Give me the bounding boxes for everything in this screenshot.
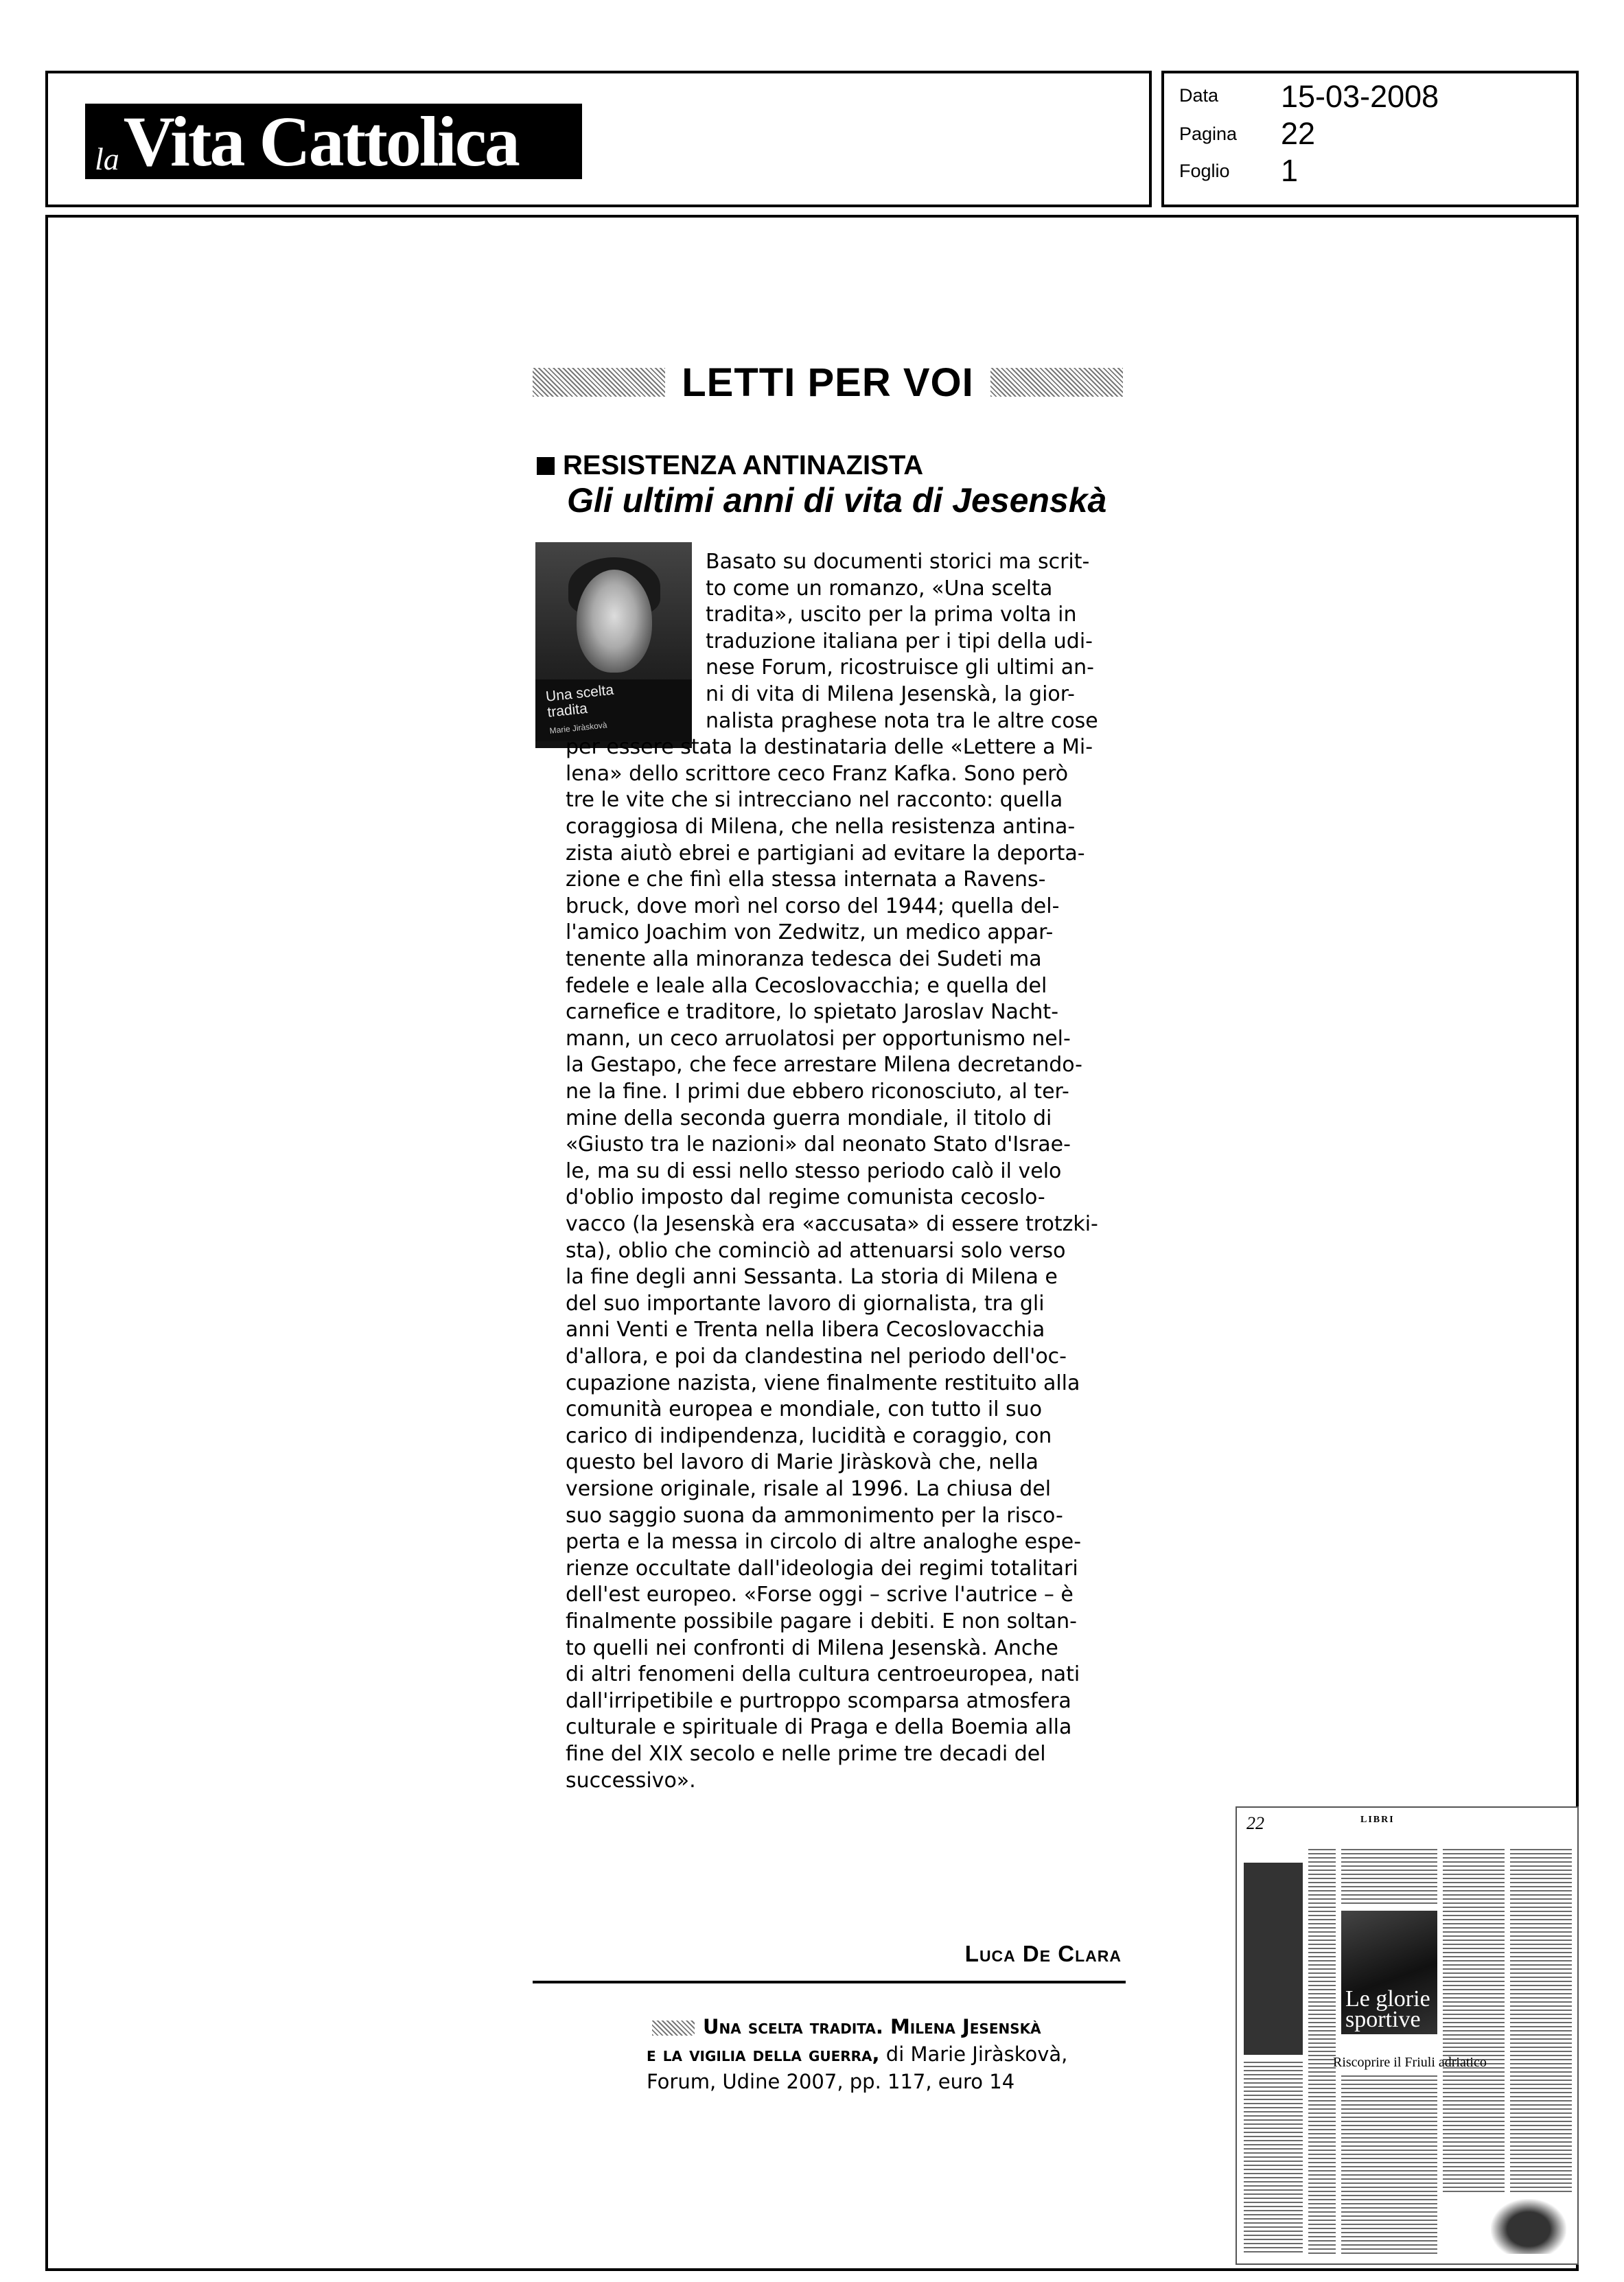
- body-line: fine del XIX secolo e nelle prime tre decadi del: [566, 1742, 1046, 1766]
- bibliography-rule: [533, 1981, 1126, 1983]
- body-line: Basato su documenti storici ma scrit-: [706, 550, 1090, 574]
- body-line: la Gestapo, che fece arrestare Milena decretando-: [566, 1053, 1082, 1078]
- body-line: zione e che finì ella stessa internata a Ravens-: [566, 868, 1046, 892]
- body-line: tenente alla minoranza tedesca dei Sudeti ma: [566, 947, 1042, 971]
- body-line: successivo».: [566, 1768, 696, 1793]
- body-line: questo bel lavoro di Marie Jiràskovà che, nella: [566, 1450, 1039, 1475]
- body-line: ne la fine. I primi due ebbero riconosciuto, al ter-: [566, 1080, 1069, 1104]
- body-line: nalista praghese nota tra le altre cose: [706, 708, 1098, 733]
- body-line: to quelli nei confronti di Milena Jesenskà. Anche: [566, 1635, 1058, 1660]
- thumb-section-title: LIBRI: [1360, 1815, 1395, 1825]
- body-line: tradita», uscito per la prima volta in: [706, 603, 1077, 627]
- body-line: suo saggio suona da ammonimento per la risco-: [566, 1503, 1063, 1528]
- body-line: ni di vita di Milena Jesenskà, la gior-: [706, 682, 1075, 706]
- body-line: lena» dello scrittore ceco Franz Kafka. Sono però: [566, 761, 1069, 786]
- body-line: rienze occultate dall'ideologia dei regimi totalitari: [566, 1556, 1078, 1581]
- body-line: le, ma su di essi nello stesso periodo calò il velo: [566, 1159, 1062, 1183]
- bibliography-subtitle: e la vigilia della guerra,: [647, 2042, 880, 2066]
- page-thumbnail: [1236, 1806, 1579, 2265]
- body-line: traduzione italiana per i tipi della udi-: [706, 629, 1093, 653]
- logo-name: Vita Cattolica: [123, 102, 518, 182]
- thumb-caption-line-1: Le glorie: [1345, 1986, 1430, 2012]
- body-line: bruck, dove morì nel corso del 1944; quella del-: [566, 894, 1060, 918]
- body-line: d'allora, e poi da clandestina nel periodo dell'oc-: [566, 1344, 1067, 1369]
- article-byline: Luca De Clara: [964, 1941, 1122, 1966]
- body-line: perta e la messa in circolo di altre analoghe espe-: [566, 1530, 1082, 1555]
- thumb-text-column: [1341, 1849, 1437, 1904]
- body-line: l'amico Joachim von Zedwitz, un medico appar-: [566, 920, 1054, 945]
- body-line: mine della seconda guerra mondiale, il titolo di: [566, 1106, 1052, 1130]
- bibliography-line-2: [647, 2042, 1067, 2066]
- body-line: mann, un ceco arruolatosi per opportunismo nel-: [566, 1026, 1071, 1051]
- bibliography-line-1: [652, 2015, 1041, 2038]
- body-line: anni Venti e Trenta nella libera Cecoslovacchia: [566, 1318, 1045, 1342]
- section-title-text: LETTI PER VOI: [682, 360, 974, 405]
- thumb-text-column: [1510, 1849, 1572, 2192]
- thumb-text-column: [1244, 2062, 1303, 2254]
- thumb-subhead: Riscoprire il Friuli adriatico: [1333, 2055, 1487, 2070]
- body-line: nese Forum, ricostruisce gli ultimi an-: [706, 655, 1095, 680]
- cover-author: Marie Jiràskovà: [549, 720, 608, 736]
- thumb-text-column: [1308, 1849, 1336, 2254]
- bibliography-line-3: Forum, Udine 2007, pp. 117, euro 14: [647, 2070, 1015, 2093]
- body-line: dell'est europeo. «Forse oggi – scrive l'autrice – è: [566, 1583, 1074, 1607]
- meta-sheet-label: Foglio: [1179, 161, 1230, 181]
- body-line: per essere stata la destinataria delle «Lettere a Mi-: [566, 735, 1093, 760]
- thumb-photo-caption: [1345, 1986, 1430, 2032]
- body-line: cupazione nazista, viene finalmente restituito alla: [566, 1371, 1080, 1395]
- cover-title-line-2: tradita: [546, 700, 588, 721]
- bibliography-title: Una scelta tradita. Milena Jesenskà: [703, 2015, 1041, 2038]
- meta-sheet-value: 1: [1281, 153, 1299, 188]
- cover-title-line-1: Una scelta: [545, 682, 615, 705]
- body-line: versione originale, risale al 1996. La chiusa del: [566, 1477, 1052, 1501]
- body-line: di altri fenomeni della cultura centroeuropea, nati: [566, 1662, 1080, 1687]
- meta-date-value: 15-03-2008: [1281, 79, 1439, 114]
- body-line: vacco (la Jesenskà era «accusata» di essere trotzki-: [566, 1212, 1098, 1236]
- body-line: tre le vite che si intrecciano nel racconto: quella: [566, 788, 1063, 813]
- body-line: d'oblio imposto dal regime comunista cecoslo-: [566, 1185, 1045, 1210]
- body-line: carico di indipendenza, lucidità e coraggio, con: [566, 1423, 1052, 1448]
- body-line: culturale e spirituale di Praga e della Boemia alla: [566, 1715, 1072, 1740]
- article-headline: Gli ultimi anni di vita di Jesenskà: [567, 481, 1107, 520]
- body-line: dall'irripetibile e purtroppo scomparsa atmosfera: [566, 1688, 1071, 1713]
- meta-date-label: Data: [1179, 85, 1219, 106]
- thumb-left-block: [1244, 1863, 1303, 2055]
- body-line: coraggiosa di Milena, che nella resistenza antina-: [566, 815, 1076, 839]
- thumb-text-column: [1443, 1849, 1505, 2192]
- logo-prefix: la: [95, 141, 119, 176]
- meta-page-label: Pagina: [1179, 124, 1238, 144]
- body-line: finalmente possibile pagare i debiti. E non soltan-: [566, 1609, 1077, 1633]
- body-line: fedele e leale alla Cecoslovacchia; e quella del: [566, 973, 1047, 998]
- meta-page-value: 22: [1281, 116, 1316, 151]
- body-line: del suo importante lavoro di giornalista, tra gli: [566, 1291, 1045, 1316]
- thumb-page-number: 22: [1246, 1813, 1264, 1833]
- body-line: carnefice e traditore, lo spietato Jaroslav Nacht-: [566, 1000, 1059, 1025]
- thumb-text-column: [1341, 2075, 1437, 2254]
- thumb-tree-image: [1491, 2199, 1566, 2254]
- bibliography-author: di Marie Jiràskovà,: [879, 2042, 1068, 2066]
- body-line: comunità europea e mondiale, con tutto il suo: [566, 1397, 1043, 1422]
- body-line: sta), oblio che cominciò ad attenuarsi solo verso: [566, 1238, 1066, 1263]
- body-line: «Giusto tra le nazioni» dal neonato Stato d'Israe-: [566, 1132, 1071, 1157]
- body-line: zista aiutò ebrei e partigiani ad evitare la deporta-: [566, 841, 1085, 865]
- body-line: la fine degli anni Sessanta. La storia di Milena e: [566, 1265, 1058, 1290]
- kicker-text: RESISTENZA ANTINAZISTA: [563, 450, 924, 480]
- body-line: to come un romanzo, «Una scelta: [706, 576, 1053, 601]
- bibliography-hatch: [652, 2021, 695, 2036]
- thumb-caption-line-2: sportive: [1345, 2007, 1421, 2032]
